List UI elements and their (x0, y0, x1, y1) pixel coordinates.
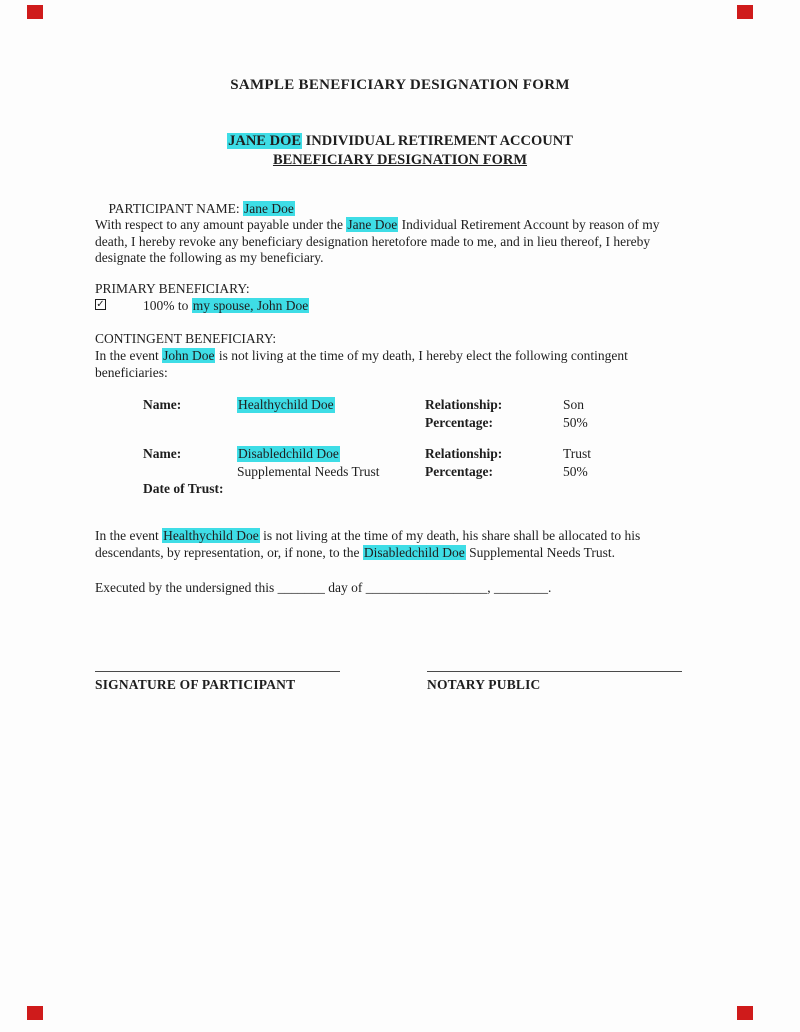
disabledchild-highlight: Disabledchild Doe (363, 544, 465, 560)
supplemental-trust-text: Supplemental Needs Trust (237, 464, 380, 479)
document-title: SAMPLE BENEFICIARY DESIGNATION FORM (230, 77, 570, 93)
name-value: Disabledchild Doe (238, 446, 339, 461)
primary-beneficiary-row (95, 298, 715, 315)
percentage-value: 50% (563, 415, 588, 430)
relationship-label: Relationship: (425, 397, 503, 412)
relationship-value: Son (563, 397, 585, 412)
percentage-label: Percentage: (425, 464, 493, 479)
heading-form-line: BENEFICIARY DESIGNATION FORM (272, 151, 528, 168)
corner-marker-bottom-left (27, 1006, 43, 1020)
spouse-name-highlight: John Doe (163, 348, 215, 363)
checked-checkbox-icon[interactable]: ✓ (96, 299, 105, 310)
name-value: Healthychild Doe (238, 397, 334, 412)
allocation-paragraph: In the event Healthychild Doe is not living at the time of my death, his share shall be allocated to his descendants, by representation, or, if none, to the Disabledchild Doe Supplemental Needs Trust. (95, 528, 641, 560)
contingent-paragraph: In the event John Doe is not living at the time of my death, I hereby elect the following contingent beneficiaries: (95, 348, 628, 380)
participant-signature-line (95, 671, 340, 672)
owner-name-highlight: JANE DOE (228, 133, 302, 149)
primary-allocation-text: 100% to (143, 298, 192, 313)
corner-marker-top-right (737, 5, 753, 19)
participant-name-value: Jane Doe (243, 200, 294, 216)
table-row (95, 481, 735, 498)
intro-paragraph: With respect to any amount payable under the Jane Doe Individual Retirement Account by reason of my death, I hereby revoke any beneficiary designation heretofore made to me, and in lieu thereof, I hereby designate the following as my beneficiary. (95, 217, 660, 265)
percentage-label: Percentage: (425, 415, 493, 430)
table-row (95, 415, 735, 432)
table-row (95, 464, 735, 481)
table-row (95, 446, 735, 463)
execution-line: Executed by the undersigned this _______ day of __________________, ________. (95, 580, 552, 595)
form-heading (0, 132, 800, 169)
participant-name-label: PARTICIPANT NAME: (108, 200, 243, 216)
corner-marker-bottom-right (737, 1006, 753, 1020)
relationship-value: Trust (563, 446, 592, 461)
percentage-value: 50% (563, 464, 588, 479)
owner-name-highlight: Jane Doe (347, 217, 398, 232)
name-label: Name: (143, 446, 182, 461)
name-label: Name: (143, 397, 182, 412)
date-of-trust-label: Date of Trust: (143, 481, 224, 496)
contingent-beneficiary-heading: CONTINGENT BENEFICIARY: (95, 331, 277, 346)
notary-signature-line (427, 671, 682, 672)
heading-account-line: JANE DOE INDIVIDUAL RETIREMENT ACCOUNT (228, 133, 573, 149)
corner-marker-top-left (27, 5, 43, 19)
notary-public-label: NOTARY PUBLIC (427, 677, 541, 692)
signature-of-participant-label: SIGNATURE OF PARTICIPANT (95, 677, 296, 692)
relationship-label: Relationship: (425, 446, 503, 461)
spouse-name-highlight: my spouse, John Doe (192, 298, 309, 313)
healthychild-highlight: Healthychild Doe (163, 528, 259, 543)
table-row (95, 397, 735, 414)
primary-beneficiary-heading: PRIMARY BENEFICIARY: (95, 281, 250, 296)
